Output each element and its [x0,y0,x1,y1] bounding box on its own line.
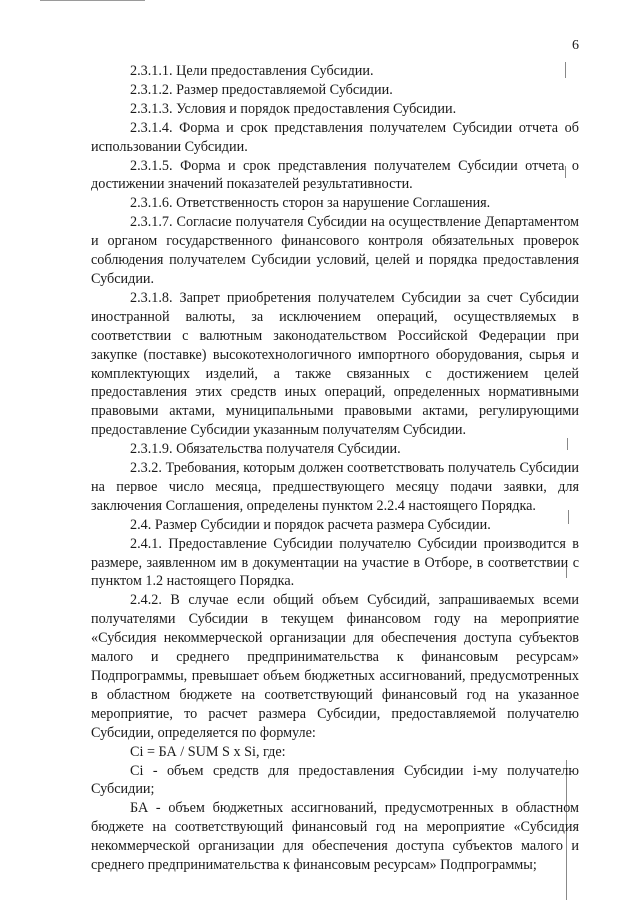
paragraph: 2.3.1.9. Обязательства получателя Субсидии. [130,441,401,458]
document-body [91,62,579,875]
paragraph: Ci - объем средств для предоставления Субсидии i-му получателю Субсидии; [91,762,579,798]
paragraph: 2.4.2. В случае если общий объем Субсидий, запрашиваемых всеми получателями Субсидии в текущем финансовом году на мероприятие «Субсидия некоммерческой организации для обеспечения доступа субъектов малого и среднего предпринимательства к финансовым ресурсам» Подпрограммы, превышает объем бюджетных ассигнований, предусмотренных в областном бюджете на соответствующий финансовый год на указанное мероприятие, то расчет размера Субсидии, предоставляемой получателю Субсидии, определяется по формуле: [91,592,579,741]
paragraph: 2.3.1.3. Условия и порядок предоставления Субсидии. [130,100,457,117]
paragraph: 2.3.1.4. Форма и срок представления получателем Субсидии отчета об использовании Субсидии. [91,119,579,155]
paragraph: 2.4. Размер Субсидии и порядок расчета размера Субсидии. [130,516,491,533]
paragraph: 2.3.2. Требования, которым должен соответствовать получатель Субсидии на первое число месяца, предшествующего месяцу подачи заявки, для заключения Соглашения, определены пунктом 2.2.4 настоящего Порядка. [91,460,579,514]
paragraph: 2.3.1.8. Запрет приобретения получателем Субсидии за счет Субсидии иностранной валюты, за исключением операций, осуществляемых в соответствии с валютным законодательством Российской Федерации при закупке (поставке) высокотехнологичного импортного оборудования, сырья и комплектующих изделий, а также связанных с достижением целей предоставления этих средств иных операций, определенных нормативными правовыми актами, муниципальными правовыми актами, регулирующими предоставление Субсидии указанным получателям Субсидии. [91,289,579,439]
paragraph: 2.3.1.1. Цели предоставления Субсидии. [130,63,374,79]
top-scan-rule [40,0,145,1]
paragraph: 2.4.1. Предоставление Субсидии получателю Субсидии производится в размере, заявленном им в документации на участие в Отборе, в соответствии с пунктом 1.2 настоящего Порядка. [91,535,579,590]
formula: Ci = БА / SUM S x Si, где: [130,743,286,760]
paragraph: 2.3.1.6. Ответственность сторон за нарушение Соглашения. [130,195,491,212]
page-number: 6 [572,38,579,53]
paragraph: БА - объем бюджетных ассигнований, предусмотренных в областном бюджете на соответствующий финансовый год на мероприятие «Субсидия некоммерческой организации для обеспечения доступа субъектов малого и среднего предпринимательства к финансовым ресурсам» Подпрограммы; [91,800,579,874]
paragraph: 2.3.1.5. Форма и срок представления получателем Субсидии отчета о достижении значений показателей результативности. [91,157,579,193]
paragraph: 2.3.1.7. Согласие получателя Субсидии на осуществление Департаментом и органом государственного финансового контроля обязательных проверок соблюдения получателем Субсидии условий, целей и порядка предоставления Субсидии. [91,214,579,287]
paragraph: 2.3.1.2. Размер предоставляемой Субсидии. [130,81,393,98]
